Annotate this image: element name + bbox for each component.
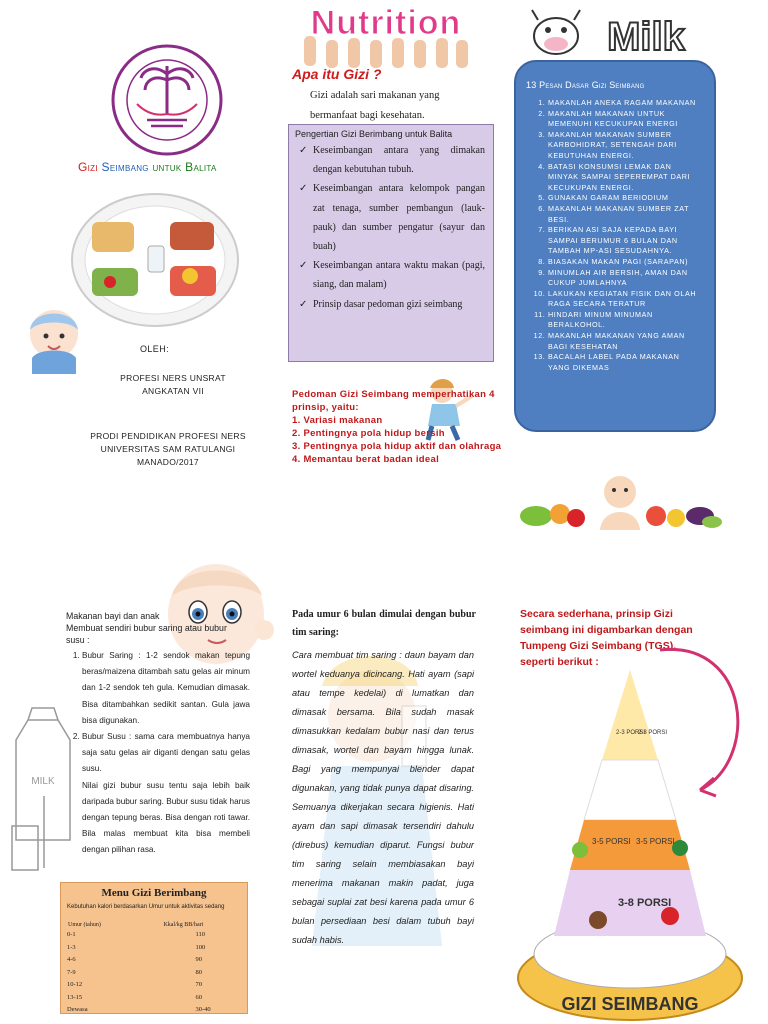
- table-cell: 110: [195, 931, 205, 938]
- recipe-item: 1. Bubur Saring : 1-2 sendok makan tepung beras/maizena ditambah satu gelas air minum dan 1-2 sendok teh gula. Kemudian dimasak. Bisa ditambahkan sedikit santan. Gula jawa bisa digunakan.: [82, 648, 250, 729]
- definition-item: ✓ Keseimbangan antara waktu makan (pagi, siang, dan malam): [313, 256, 485, 294]
- message-item: 8. BIASAKAN MAKAN PAGI (SARAPAN): [548, 257, 704, 268]
- message-item: 10. LAKUKAN KEGIATAN FISIK DAN OLAH RAGA SECARA TERATUR: [548, 289, 704, 310]
- calorie-menu-box: [60, 882, 248, 1014]
- bubur-intro: [66, 610, 246, 646]
- tumpeng-intro: Secara sederhana, prinsip Gizi seimbang ini digambarkan dengan Tumpeng Gizi Seimbang (TGS), seperti berikut :: [520, 608, 693, 668]
- pedoman-section: [292, 388, 502, 466]
- pedoman-item: 3. Pentingnya pola hidup aktif dan olahraga: [292, 441, 502, 452]
- message-item: 9. MINUMLAH AIR BERSIH, AMAN DAN CUKUP JUMLAHNYA: [548, 268, 704, 289]
- message-item: 1. MAKANLAH ANEKA RAGAM MAKANAN: [548, 98, 704, 109]
- message-item: 13. BACALAH LABEL PADA MAKANAN YANG DIKEMAS: [548, 352, 704, 373]
- box-title: Pengertian Gizi Berimbang untuk Balita: [295, 129, 453, 139]
- author-line: PROFESI NERS UNSRAT: [120, 373, 226, 383]
- brochure-title: [78, 160, 258, 174]
- table-row: [67, 944, 243, 957]
- milk-header-image: [522, 4, 712, 62]
- balanced-nutrition-box: [288, 124, 494, 362]
- bubur-tim-heading: Pada umur 6 bulan dimulai dengan bubur tim saring:: [292, 609, 476, 638]
- definition-item: ✓ Keseimbangan antara kelompok pangan zat tenaga, sumber pembangun (lauk-pauk) dan sumber pengatur (sayur dan buah): [313, 179, 485, 256]
- carton-label: MILK: [31, 776, 55, 787]
- pyramid-label: 3-5 PORSI: [636, 837, 675, 846]
- table-row: [67, 1006, 243, 1019]
- column-header: Kkal/kg BB/hari: [163, 922, 204, 928]
- institution-line: PRODI PENDIDIKAN PROFESI NERS: [90, 431, 246, 441]
- table-cell: 4-6: [67, 956, 76, 963]
- university-logo: [97, 44, 237, 156]
- recipe-item: 2. Bubur Susu : sama cara membuatnya hanya saja satu gelas air diganti dengan satu gelas susu.: [82, 729, 250, 778]
- pyramid-label: 2-3 PORSI: [638, 730, 668, 736]
- message-item: 7. BERIKAN ASI SAJA KEPADA BAYI SAMPAI BERUMUR 6 BULAN DAN TAMBAH MP-ASI SESUDAHNYA.: [548, 225, 704, 257]
- pedoman-title: Pedoman Gizi Seimbang memperhatikan 4 prinsip, yaitu:: [292, 389, 495, 413]
- nutrition-banner: [300, 0, 472, 68]
- pyramid-label: 3-5 PORSI: [592, 837, 631, 846]
- table-header-row: [67, 919, 243, 931]
- what-is-gizi-heading: Apa itu Gizi ?: [292, 66, 382, 82]
- title-word-seimbang: Seimbang: [101, 160, 149, 174]
- menu-subtitle-text: Kebutuhan kalori berdasarkan Umur untuk aktivitas sedang: [67, 904, 225, 910]
- authors-block: [108, 372, 238, 398]
- tumpeng-gizi-seimbang-image: [510, 660, 750, 1024]
- title-word-balita: untuk Balita: [152, 160, 217, 174]
- box-title: 13 Pesan Dasar Gizi Seimbang: [526, 80, 645, 90]
- institution-line: MANADO/2017: [137, 457, 199, 467]
- institution-block: [88, 430, 248, 469]
- bubur-recipes: [66, 648, 250, 859]
- intro-line: Makanan bayi dan anak: [66, 611, 160, 621]
- definition-item: ✓ Prinsip dasar pedoman gizi seimbang: [313, 295, 485, 314]
- table-cell: 13-15: [67, 993, 83, 1001]
- menu-title: Menu Gizi Berimbang: [101, 887, 207, 899]
- institution-line: UNIVERSITAS SAM RATULANGI: [100, 444, 236, 454]
- thirteen-messages-box: [514, 60, 716, 432]
- baby-with-fruits-image: [516, 470, 724, 532]
- messages-list: [526, 98, 704, 373]
- food-plate-image: [70, 190, 240, 330]
- table-cell: 10-12: [67, 981, 83, 988]
- gizi-definition: Gizi adalah sari makanan yang bermanfaat bagi kesehatan.: [310, 90, 440, 121]
- message-item: 2. MAKANLAH MAKANAN UNTUK MEMENUHI KECUKUPAN ENERGI: [548, 109, 704, 130]
- table-cell: 100: [195, 943, 206, 951]
- message-item: 11. HINDARI MINUM MINUMAN BERALKOHOL.: [548, 310, 704, 331]
- message-item: 4. BATASI KONSUMSI LEMAK DAN MINYAK SAMPAI SEPEREMPAT DARI KECUKUPAN ENERGI.: [548, 162, 704, 194]
- table-cell: 80: [195, 968, 202, 976]
- table-cell: 1-3: [67, 943, 76, 951]
- intro-line: Membuat sendiri bubur saring atau bubur susu :: [66, 623, 227, 645]
- pyramid-label: 2-3 PORSI: [616, 730, 646, 736]
- pedoman-item: 2. Pentingnya pola hidup bersih: [292, 428, 445, 439]
- message-item: 12. MAKANLAH MAKANAN YANG AMAN BAGI KESEHATAN: [548, 331, 704, 352]
- message-item: 5. GUNAKAN GARAM BERIODIUM: [548, 193, 704, 204]
- table-row: [67, 969, 243, 982]
- menu-subtitle: [67, 903, 247, 911]
- table-cell: 7-9: [67, 968, 76, 976]
- pyramid-base-title: GIZI SEIMBANG: [561, 994, 699, 1014]
- table-cell: 70: [195, 981, 202, 988]
- bubur-tim-body: Cara membuat tim saring : daun bayam dan wortel keduanya dicincang. Hati ayam (sapi atau tempe kedelai) di lumatkan dan dimasak bersama. Bila sudah masak dimasukkan kedalam bubur nasi dan terus dimasak, wortel dan bayam hingga lunak. Bagi yang mempunyai blender dapat digunakan, yang tidak punya dapat disaring. Semuanya dikerjakan secara higienis. Hati ayam dan sapi dimasak tersendiri dahulu (direbus) kemudian diparut. Fungsi bubur tim saring selain membiasakan bayi menerima makanan makin padat, juga sebagai suplai zat besi karena pada umur 6 bulan persediaan besi dalam tubuh bayi sudah habis.: [292, 650, 474, 945]
- column-header: Umur (tahun): [68, 922, 101, 928]
- recipe-note: Nilai gizi bubur susu tentu saja lebih baik daripada bubur saring. Bubur susu tidak harus dengan tepung beras. Bisa dengan roti tawar. Bila malas membuat kita bisa membeli dengan pilihan rasa.: [82, 780, 250, 855]
- table-cell: 60: [195, 993, 202, 1001]
- table-cell: 0-1: [67, 931, 76, 938]
- table-cell: 90: [195, 956, 202, 963]
- banner-word: Nutrition: [310, 4, 462, 42]
- definition-list: [295, 141, 485, 314]
- table-cell: Dewasa: [67, 1006, 88, 1013]
- author-line: ANGKATAN VII: [142, 386, 204, 396]
- table-row: [67, 981, 243, 994]
- milk-word: Milk: [607, 15, 685, 59]
- title-word-gizi: Gizi: [78, 160, 98, 174]
- oleh-label: OLEH:: [140, 344, 170, 354]
- table-cell: 30-40: [195, 1006, 211, 1013]
- message-item: 3. MAKANLAH MAKANAN SUMBER KARBOHIDRAT, SETENGAH DARI KEBUTUHAN ENERGI.: [548, 130, 704, 162]
- calorie-table: [67, 919, 243, 1019]
- pedoman-item: 4. Memantau berat badan ideal: [292, 454, 440, 465]
- baby-illustration: [18, 300, 90, 376]
- message-item: 6. MAKANLAH MAKANAN SUMBER ZAT BESI.: [548, 204, 704, 225]
- table-row: [67, 956, 243, 969]
- pedoman-item: 1. Variasi makanan: [292, 415, 383, 426]
- recipe-list: [66, 648, 250, 778]
- table-row: [67, 994, 243, 1007]
- pyramid-label: 3-8 PORSI: [618, 897, 672, 909]
- definition-item: ✓ Keseimbangan antara yang dimakan dengan kebutuhan tubuh.: [313, 141, 485, 179]
- table-row: [67, 931, 243, 944]
